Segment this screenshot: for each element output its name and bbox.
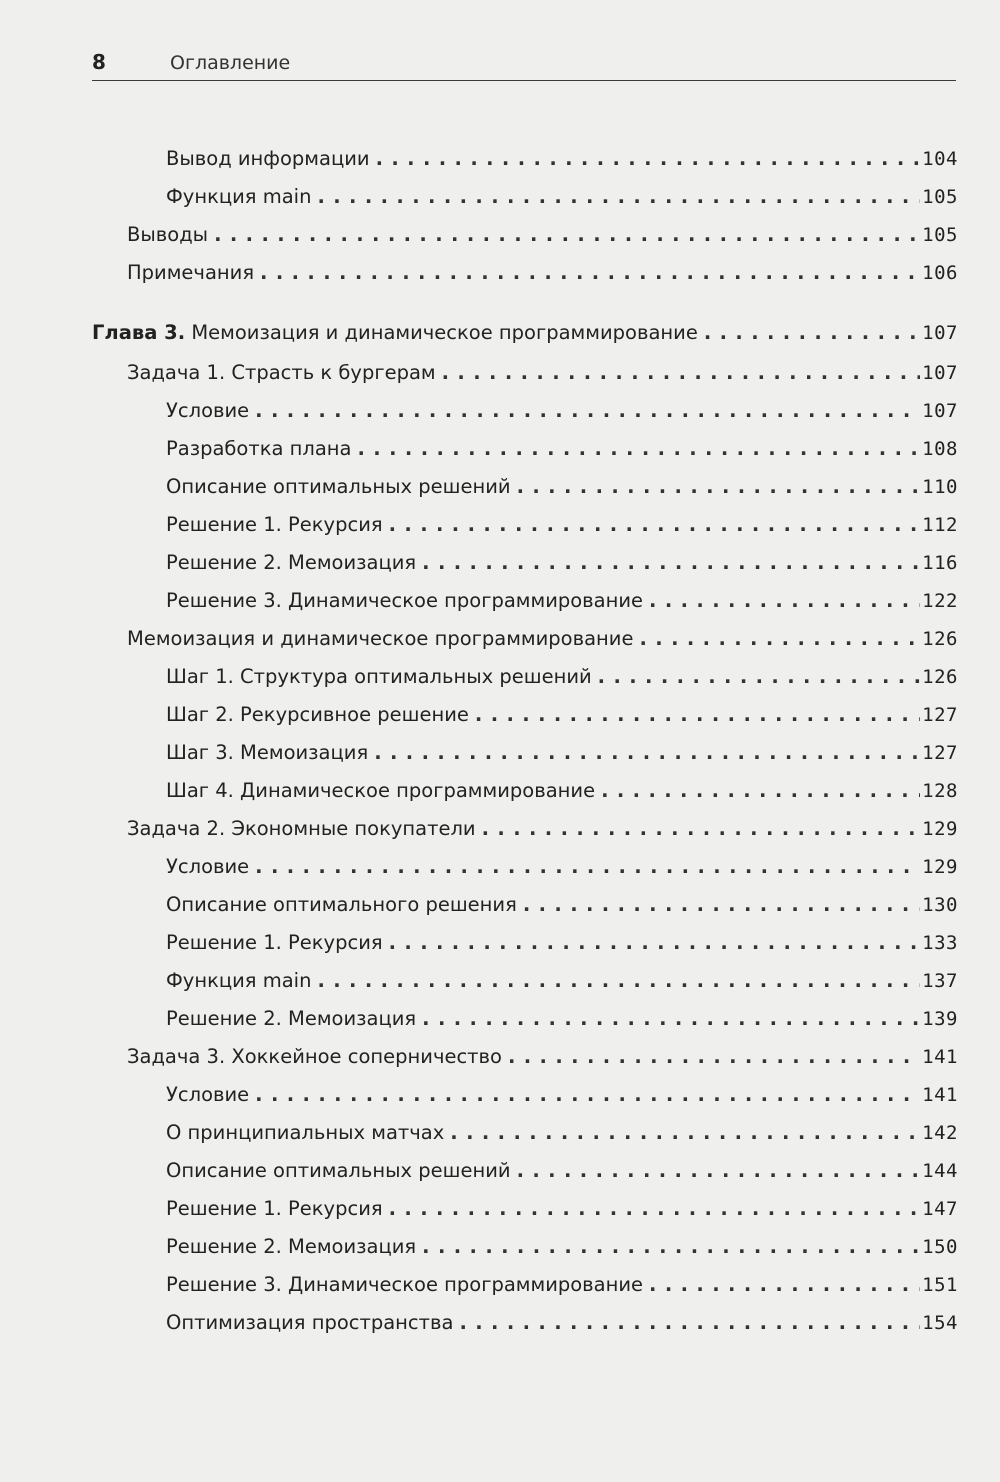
toc-leader-dots <box>374 740 920 766</box>
toc-entry-title: Задача 2. Экономные покупатели <box>127 817 476 840</box>
toc-entry-page: 151 <box>922 1274 958 1296</box>
toc-entry-page: 105 <box>922 224 958 246</box>
toc-leader-dots <box>475 702 920 728</box>
toc-entry-title: Решение 1. Рекурсия <box>166 1197 383 1220</box>
toc-entry-page: 144 <box>922 1160 958 1182</box>
toc-entry <box>166 1158 958 1184</box>
toc-entry <box>166 740 958 766</box>
toc-entry <box>166 398 958 424</box>
toc-entry <box>166 474 958 500</box>
toc-entry <box>166 1120 958 1146</box>
toc-leader-dots <box>442 360 921 386</box>
toc-entry-title: Оптимизация пространства <box>166 1311 454 1334</box>
toc-entry <box>127 626 958 652</box>
toc-entry-title: Условие <box>166 855 250 878</box>
toc-entry <box>166 1196 958 1222</box>
toc-entry-page: 112 <box>922 514 958 536</box>
toc-entry-page: 108 <box>922 438 958 460</box>
toc-entry-page: 107 <box>922 322 958 344</box>
toc-entry-page: 129 <box>922 856 958 878</box>
toc-entry-page: 105 <box>922 186 958 208</box>
toc-entry-page: 129 <box>922 818 958 840</box>
toc-entry-page: 127 <box>922 704 958 726</box>
toc-entry-title: Шаг 1. Структура оптимальных решений <box>166 665 592 688</box>
toc-leader-dots <box>214 222 920 248</box>
toc-leader-dots <box>601 778 920 804</box>
toc-entry-title: Разработка плана <box>166 437 352 460</box>
toc-entry-page: 133 <box>922 932 958 954</box>
toc-leader-dots <box>508 1044 920 1070</box>
toc-entry <box>166 1272 958 1298</box>
toc-entry-page: 147 <box>922 1198 958 1220</box>
toc-entry-title: Решение 3. Динамическое программирование <box>166 589 644 612</box>
toc-entry-title: Описание оптимального решения <box>166 893 517 916</box>
toc-entry <box>166 146 958 172</box>
toc-entry-title: Мемоизация и динамическое программирование <box>127 627 634 650</box>
toc-entry-page: 116 <box>922 552 958 574</box>
toc-entry-title: Описание оптимальных решений <box>166 475 511 498</box>
toc-entry-page: 141 <box>922 1084 958 1106</box>
toc-entry-title: Функция main <box>166 185 312 208</box>
toc-entry <box>127 1044 958 1070</box>
toc-entry <box>166 550 958 576</box>
toc-leader-dots <box>389 930 921 956</box>
toc-leader-dots <box>255 1082 920 1108</box>
toc-entry-page: 154 <box>922 1312 958 1334</box>
toc-entry-title: Решение 2. Мемоизация <box>166 1007 417 1030</box>
toc-entry <box>166 1006 958 1032</box>
toc-entry <box>127 360 958 386</box>
toc-entry-page: 141 <box>922 1046 958 1068</box>
toc-leader-dots <box>523 892 920 918</box>
toc-entry-title: Решение 1. Рекурсия <box>166 931 383 954</box>
toc-entry <box>166 1310 958 1336</box>
toc-entry <box>166 184 958 210</box>
toc-entry <box>166 892 958 918</box>
toc-entry-page: 104 <box>922 148 958 170</box>
toc-entry-page: 130 <box>922 894 958 916</box>
toc-entry <box>127 222 958 248</box>
toc-entry-title: Условие <box>166 399 250 422</box>
toc-entry-title: Примечания <box>127 261 255 284</box>
toc-entry <box>166 702 958 728</box>
toc-entry-title: Описание оптимальных решений <box>166 1159 511 1182</box>
toc-leader-dots <box>450 1120 920 1146</box>
running-title: Оглавление <box>170 52 291 74</box>
toc-entry-page: 122 <box>922 590 958 612</box>
toc-entry <box>166 512 958 538</box>
toc-chapter-title <box>92 320 704 346</box>
toc-leader-dots <box>255 854 920 880</box>
toc-entry-page: 126 <box>922 628 958 650</box>
toc-entry-title: Шаг 4. Динамическое программирование <box>166 779 596 802</box>
toc-leader-dots <box>517 1158 921 1184</box>
toc-entry-page: 139 <box>922 1008 958 1030</box>
toc-entry-title: Задача 3. Хоккейное соперничество <box>127 1045 502 1068</box>
toc-entry-title: Шаг 2. Рекурсивное решение <box>166 703 469 726</box>
toc-entry-title: Функция main <box>166 969 312 992</box>
toc-leader-dots <box>317 184 920 210</box>
toc-entry-page: 127 <box>922 742 958 764</box>
toc-entry <box>166 778 958 804</box>
page-header <box>92 50 956 81</box>
toc-entry-page: 128 <box>922 780 958 802</box>
toc-entry-page: 106 <box>922 262 958 284</box>
toc-leader-dots <box>422 1006 920 1032</box>
toc-entry-title: Решение 2. Мемоизация <box>166 551 417 574</box>
toc-entry-title: Решение 2. Мемоизация <box>166 1235 417 1258</box>
page-number: 8 <box>92 50 106 74</box>
toc-leader-dots <box>649 588 920 614</box>
toc-leader-dots <box>482 816 921 842</box>
toc-entry-title: Условие <box>166 1083 250 1106</box>
toc-leader-dots <box>639 626 920 652</box>
toc-entry-title: Решение 1. Рекурсия <box>166 513 383 536</box>
toc-leader-dots <box>704 320 920 346</box>
toc-entry <box>166 930 958 956</box>
toc-leader-dots <box>389 1196 921 1222</box>
toc-leader-dots <box>422 1234 920 1260</box>
toc-leader-dots <box>649 1272 920 1298</box>
toc-entry <box>166 854 958 880</box>
toc-entry-page: 107 <box>922 362 958 384</box>
toc-leader-dots <box>422 550 920 576</box>
toc-entry <box>166 436 958 462</box>
toc-entry-page: 107 <box>922 400 958 422</box>
toc-entry-title: О принципиальных матчах <box>166 1121 445 1144</box>
toc-chapter-entry <box>92 320 958 346</box>
toc-leader-dots <box>598 664 921 690</box>
toc-leader-dots <box>517 474 921 500</box>
toc-entry-title: Выводы <box>127 223 209 246</box>
toc-entry <box>166 1234 958 1260</box>
toc-entry <box>166 664 958 690</box>
toc-entry-page: 110 <box>922 476 958 498</box>
toc-leader-dots <box>317 968 920 994</box>
toc-leader-dots <box>358 436 921 462</box>
chapter-label: Глава 3. <box>92 321 186 344</box>
toc-leader-dots <box>376 146 921 172</box>
toc-entry-page: 142 <box>922 1122 958 1144</box>
toc-entry <box>166 968 958 994</box>
chapter-name: Мемоизация и динамическое программирование <box>191 321 698 344</box>
toc-entry-title: Шаг 3. Мемоизация <box>166 741 369 764</box>
toc-entry <box>166 588 958 614</box>
toc-entry-page: 126 <box>922 666 958 688</box>
toc-entry <box>127 816 958 842</box>
toc-entry-title: Решение 3. Динамическое программирование <box>166 1273 644 1296</box>
toc-leader-dots <box>459 1310 920 1336</box>
toc-leader-dots <box>389 512 921 538</box>
toc-leader-dots <box>260 260 920 286</box>
toc-entry-title: Вывод информации <box>166 147 370 170</box>
toc-entry-page: 137 <box>922 970 958 992</box>
toc-entry <box>127 260 958 286</box>
toc-entry-title: Задача 1. Страсть к бургерам <box>127 361 436 384</box>
toc-leader-dots <box>255 398 920 424</box>
toc-entry-page: 150 <box>922 1236 958 1258</box>
toc-entry <box>166 1082 958 1108</box>
